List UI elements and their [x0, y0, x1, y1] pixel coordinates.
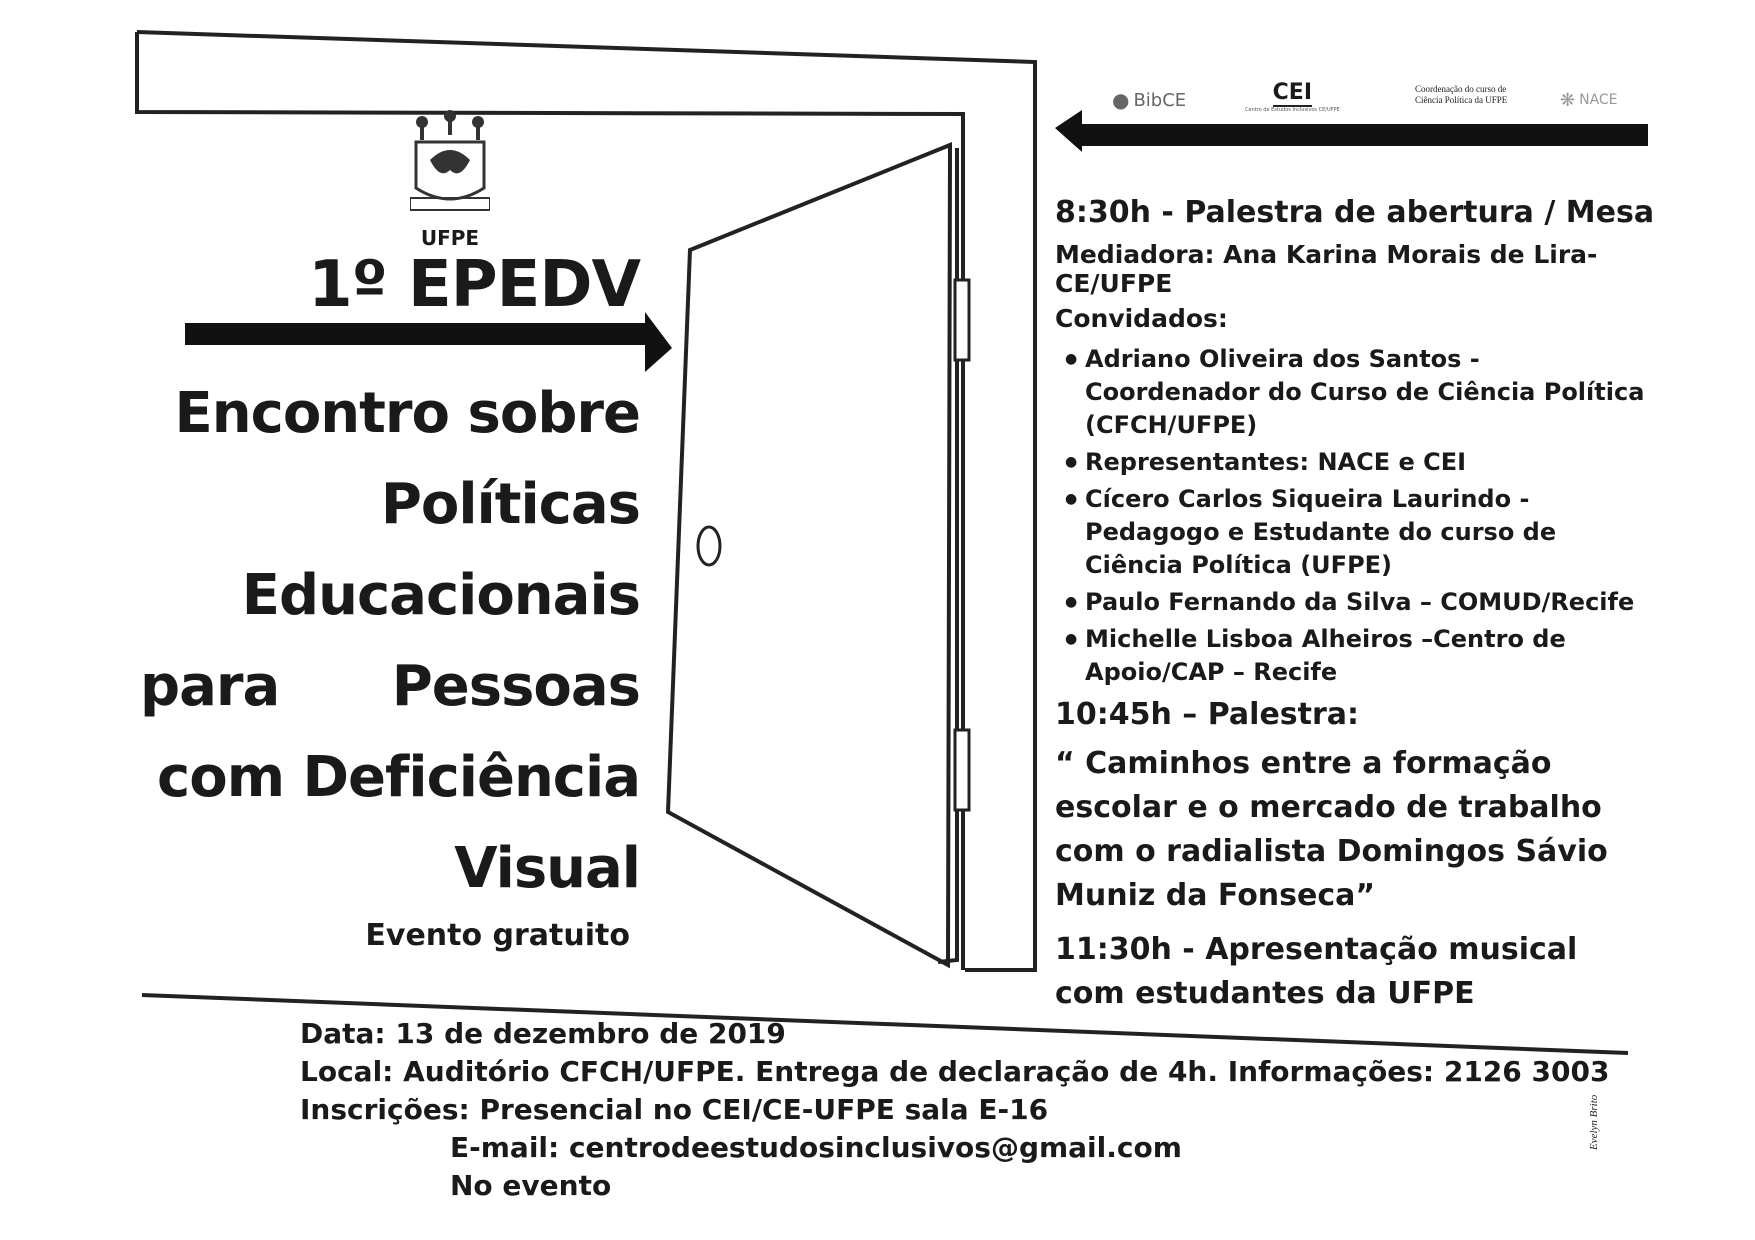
title-line: para Pessoas [140, 654, 640, 719]
guest-list [1055, 343, 1655, 689]
bibce-logo: ● BibCE [1112, 88, 1187, 112]
talk-time: 10:45h – Palestra: [1055, 697, 1360, 732]
ufpe-crest-icon [410, 110, 490, 220]
door-hinge-bottom [955, 730, 969, 810]
music-session: 11:30h - Apresentação musical com estudantes da UFPE [1055, 932, 1578, 1011]
list-item: ● Michelle Lisboa Alheiros –Centro de Apoio/CAP – Recife [1085, 623, 1655, 689]
price-note: Evento gratuito [365, 918, 630, 953]
door-hinge-top [955, 280, 969, 360]
cei-logo: CEI Centro de Estudos Inclusivos CE/UFPE [1245, 80, 1340, 113]
list-item: ● Adriano Oliveira dos Santos - Coordenador do Curso de Ciência Política (CFCH/UFPE) [1085, 343, 1655, 442]
arrow-right-bar [185, 323, 650, 345]
event-info [300, 1015, 1609, 1205]
registration: Inscrições: Presencial no CEI/CE-UFPE sala E-16 [300, 1093, 1049, 1126]
title-line: com Deficiência [157, 745, 640, 810]
arrow-left-head [1055, 110, 1082, 152]
mediator: Mediadora: Ana Karina Morais de Lira- CE/UFPE [1055, 240, 1598, 298]
nace-logo: ❋ NACE [1560, 89, 1618, 111]
list-item: ● Paulo Fernando da Silva – COMUD/Recife [1085, 586, 1655, 619]
list-item: ● Cícero Carlos Siqueira Laurindo - Pedagogo e Estudante do curso de Ciência Política (UFPE) [1085, 483, 1655, 582]
arrow-right-head [645, 312, 672, 372]
event-short-name: 1º EPEDV [308, 248, 640, 322]
signature: Evelyn Brito [1588, 1094, 1600, 1150]
title-line: Encontro sobre [174, 381, 640, 446]
book-icon: ● [1112, 88, 1130, 112]
arrow-left-bar [1080, 124, 1648, 146]
title-line: Políticas [380, 472, 640, 537]
talk-title: “ Caminhos entre a formação escolar e o mercado de trabalho com o radialista Domingos Sávio Muniz da Fonseca” [1055, 746, 1608, 913]
title-line: Educacionais [241, 563, 640, 628]
schedule [1055, 195, 1655, 1016]
email: E-mail: centrodeestudosinclusivos@gmail.com [450, 1131, 1182, 1164]
event-date: Data: 13 de dezembro de 2019 [300, 1017, 786, 1050]
list-item: ● Representantes: NACE e CEI [1085, 446, 1655, 479]
event-location: Local: Auditório CFCH/UFPE. Entrega de declaração de 4h. Informações: 2126 3003 [300, 1055, 1610, 1088]
door-knob [698, 527, 720, 565]
guests-label: Convidados: [1055, 304, 1228, 333]
event-title [140, 368, 640, 914]
ufpe-label: UFPE [420, 226, 480, 250]
nace-symbol-icon: ❋ [1560, 89, 1576, 111]
title-line: Visual [454, 836, 640, 901]
opening-time: 8:30h - Palestra de abertura / Mesa [1055, 195, 1655, 230]
onsite-registration: No evento [450, 1169, 612, 1202]
coord-logo: Coordenação do curso de Ciência Política da UFPE [1415, 84, 1508, 105]
ufpe-logo [405, 110, 495, 250]
